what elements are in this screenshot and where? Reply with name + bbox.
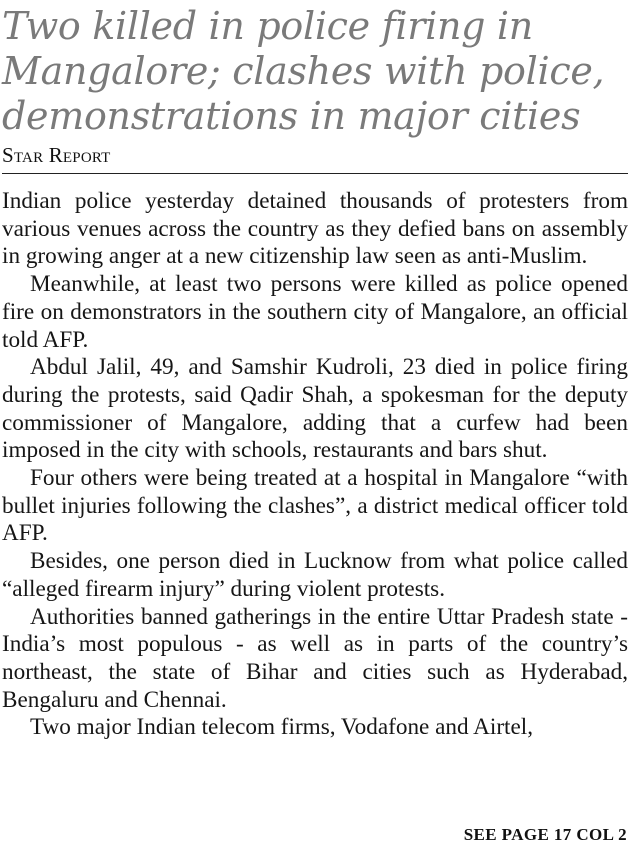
article-paragraph: Authorities banned gatherings in the entire Uttar Pradesh state - India’s most populous - as well as in parts of the country’s northeast, the state of Bihar and cities such as Hyderabad, Bengaluru and Chennai. [2, 603, 628, 713]
article-paragraph: Indian police yesterday detained thousands of protesters from various venues across the country as they defied bans on assembly in growing anger at a new citizenship law seen as anti-Muslim. [2, 188, 628, 270]
article-paragraph: Meanwhile, at least two persons were killed as police opened fire on demonstrators in the southern city of Mangalore, an official told AFP. [2, 271, 628, 353]
article-paragraph: Besides, one person died in Lucknow from what police called “alleged firearm injury” during violent protests. [2, 548, 628, 602]
headline: Two killed in police firing in Mangalore; clashes with police, demonstrations in major cities [2, 4, 605, 138]
article-paragraph: Four others were being treated at a hospital in Mangalore “with bullet injuries following the clashes”, a district medical officer told AFP. [2, 465, 628, 547]
byline-divider [2, 173, 628, 174]
article-paragraph: Two major Indian telecom firms, Vodafone and Airtel, [30, 714, 534, 741]
byline: Star Report [2, 143, 111, 167]
article-body [2, 188, 628, 742]
article-paragraph: Abdul Jalil, 49, and Samshir Kudroli, 23 died in police firing during the protests, said Qadir Shah, a spokesman for the deputy commissioner of Mangalore, adding that a curfew had been imposed in the city with schools, restaurants and bars shut. [2, 354, 628, 464]
continued-on-page: SEE PAGE 17 COL 2 [463, 825, 627, 844]
